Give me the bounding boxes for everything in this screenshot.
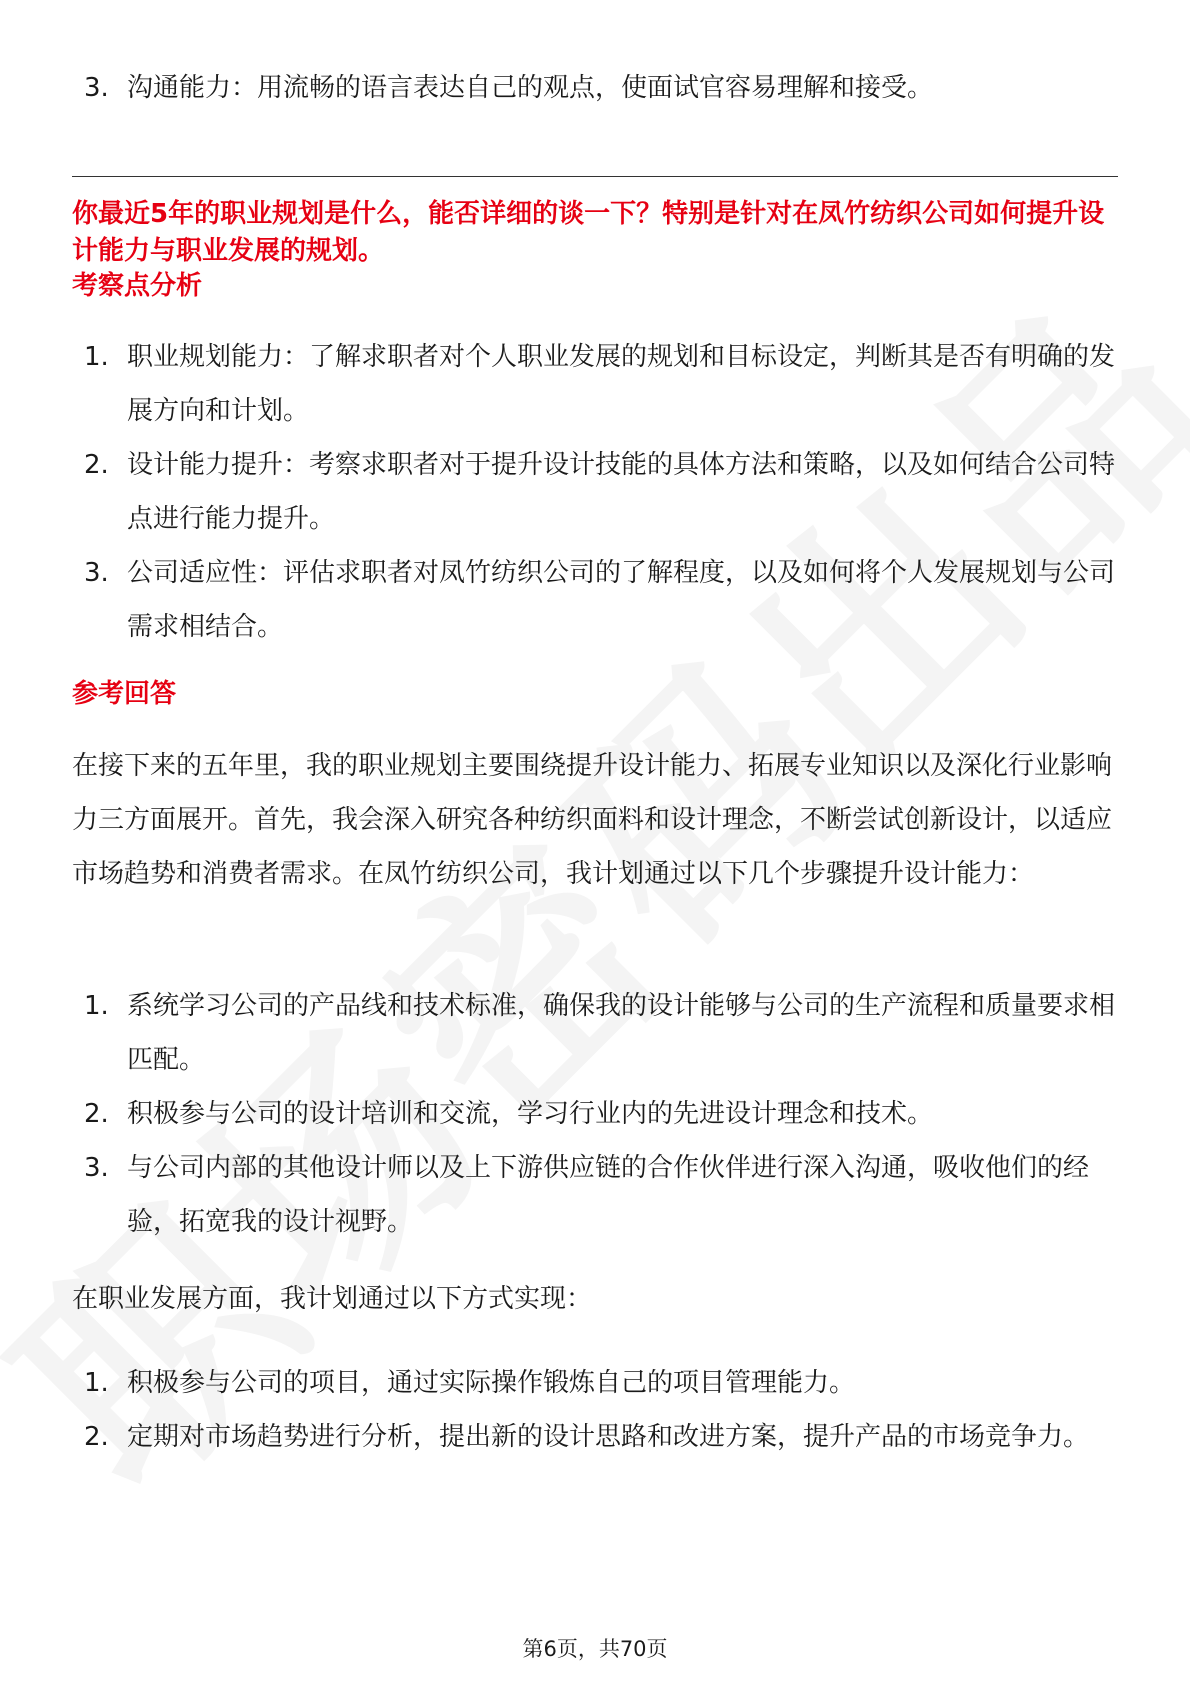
list-item xyxy=(0,979,1190,1087)
list-item-text: 积极参与公司的项目，通过实际操作锻炼自己的项目管理能力。 xyxy=(127,1368,856,1398)
list-item xyxy=(0,1141,1190,1249)
list-item-number: 1. xyxy=(84,991,109,1021)
analysis-list xyxy=(0,330,1190,654)
list-item-number: 3. xyxy=(84,1153,109,1183)
list-item xyxy=(0,546,1190,654)
page-number-footer: 第6页，共70页 xyxy=(522,1637,668,1661)
list-item-number: 1. xyxy=(84,342,109,372)
list-item-text: 沟通能力：用流畅的语言表达自己的观点，使面试官容易理解和接受。 xyxy=(127,73,934,103)
answer-heading: 参考回答 xyxy=(72,679,177,709)
list-item-text: 公司适应性：评估求职者对凤竹纺织公司的了解程度，以及如何将个人发展规划与公司需求相结合。 xyxy=(127,558,1116,642)
analysis-heading: 考察点分析 xyxy=(72,271,203,301)
list-item-text: 定期对市场趋势进行分析，提出新的设计思路和改进方案，提升产品的市场竞争力。 xyxy=(127,1422,1090,1452)
answer-intro-paragraph: 在接下来的五年里，我的职业规划主要围绕提升设计能力、拓展专业知识以及深化行业影响力三方面展开。首先，我会深入研究各种纺织面料和设计理念，不断尝试创新设计，以适应市场趋势和消费者需求。在凤竹纺织公司，我计划通过以下几个步骤提升设计能力： xyxy=(72,751,1113,889)
list-item xyxy=(0,61,1190,115)
list-item xyxy=(0,1087,1190,1141)
list-item-number: 3. xyxy=(84,558,109,588)
list-item-number: 3. xyxy=(84,73,109,103)
top-list xyxy=(0,61,1190,115)
list-item-text: 与公司内部的其他设计师以及上下游供应链的合作伙伴进行深入沟通，吸收他们的经验，拓宽我的设计视野。 xyxy=(127,1153,1090,1237)
list-item-text: 设计能力提升：考察求职者对于提升设计技能的具体方法和策略，以及如何结合公司特点进行能力提升。 xyxy=(127,450,1116,534)
list-item-text: 职业规划能力：了解求职者对个人职业发展的规划和目标设定，判断其是否有明确的发展方向和计划。 xyxy=(127,342,1116,426)
list-item xyxy=(0,438,1190,546)
list-item xyxy=(0,1410,1190,1464)
career-intro-paragraph: 在职业发展方面，我计划通过以下方式实现： xyxy=(72,1284,593,1314)
design-steps-list xyxy=(0,979,1190,1249)
list-item xyxy=(0,1356,1190,1410)
list-item-number: 1. xyxy=(84,1368,109,1398)
list-item xyxy=(0,330,1190,438)
list-item-number: 2. xyxy=(84,1099,109,1129)
career-steps-list xyxy=(0,1356,1190,1464)
list-item-text: 积极参与公司的设计培训和交流，学习行业内的先进设计理念和技术。 xyxy=(127,1099,934,1129)
section-divider xyxy=(72,176,1118,177)
interview-question: 你最近5年的职业规划是什么，能否详细的谈一下？特别是针对在凤竹纺织公司如何提升设计能力与职业发展的规划。 xyxy=(72,199,1105,266)
list-item-text: 系统学习公司的产品线和技术标准，确保我的设计能够与公司的生产流程和质量要求相匹配。 xyxy=(127,991,1116,1075)
list-item-number: 2. xyxy=(84,450,109,480)
list-item-number: 2. xyxy=(84,1422,109,1452)
